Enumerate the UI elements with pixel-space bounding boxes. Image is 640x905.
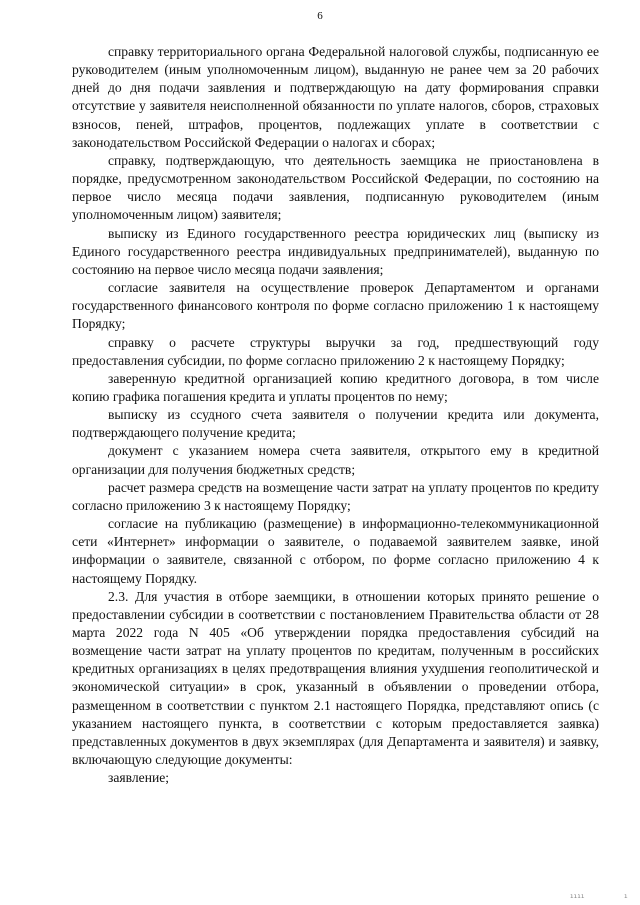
paragraph-activity-certificate: справку, подтверждающую, что деятельность заемщика не приостановлена в порядке, предусмотренном законодательством Российской Федерации, по состоянию на первое число месяца подачи заявления, подписанную руководителем (иным уполномоченным лицом) заявителя; <box>72 152 599 223</box>
scan-mark: ıııı <box>570 893 585 900</box>
paragraph-revenue-structure: справку о расчете структуры выручки за год, предшествующий году предоставления субсидии, по форме согласно приложению 2 к настоящему Порядку; <box>72 334 599 368</box>
document-body <box>72 43 599 787</box>
paragraph-inspection-consent: согласие заявителя на осуществление проверок Департаментом и органами государственного финансового контроля по форме согласно приложению 1 к настоящему Порядку; <box>72 280 599 332</box>
paragraph-account-number-document: документ с указанием номера счета заявителя, открытого ему в кредитной организации для получения бюджетных средств; <box>72 443 599 477</box>
paragraph-interest-calculation: расчет размера средств на возмещение части затрат на уплату процентов по кредиту согласно приложению 3 к настоящему Порядку; <box>72 479 599 513</box>
paragraph-loan-account-extract: выписку из ссудного счета заявителя о получении кредита или документа, подтверждающего получение кредита; <box>72 407 599 441</box>
paragraph-credit-agreement-copy: заверенную кредитной организацией копию кредитного договора, в том числе копию графика погашения кредита и уплаты процентов по нему; <box>72 370 599 404</box>
paragraph-application: заявление; <box>108 770 170 786</box>
paragraph-section-2-3: 2.3. Для участия в отборе заемщики, в отношении которых принято решение о предоставлении субсидии в соответствии с постановлением Правительства области от 28 марта 2022 года N 405 «Об утверждении порядка предоставления субсидий на возмещение части затрат на уплату процентов по кредитам, полученным в российских кредитных организациях в целях предотвращения влияния ухудшения геополитической и экономической ситуации» в срок, указанный в объявлении о проведении отбора, размещенном в соответствии с пунктом 2.1 настоящего Порядка, представляют опись (с указанием настоящего пункта, в соответствии с которым предоставляется заявка) представленных документов в двух экземплярах (для Департамента и заявителя) и заявку, включающую следующие документы: <box>72 588 599 768</box>
scan-mark: ı <box>624 893 628 900</box>
page-number: 6 <box>317 10 323 22</box>
paragraph-publication-consent: согласие на публикацию (размещение) в информационно-телекоммуникационной сети «Интернет» информации о заявителе, о подаваемой заявителем заявке, иной информации о заявителе, связанной с отбором, по форме согласно приложению 4 к настоящему Порядку. <box>72 516 599 586</box>
paragraph-tax-certificate: справку территориального органа Федеральной налоговой службы, подписанную ее руководителем (иным уполномоченным лицом), выданную не ранее чем за 20 рабочих дней до дня подачи заявления и подтверждающую на дату формирования справки отсутствие у заявителя неисполненной обязанности по уплате налогов, сборов, страховых взносов, пеней, штрафов, процентов, подлежащих уплате в соответствии с законодательством Российской Федерации о налогах и сборах; <box>72 44 599 150</box>
paragraph-registry-extract: выписку из Единого государственного реестра юридических лиц (выписку из Единого государственного реестра индивидуальных предпринимателей), выданную по состоянию на первое число месяца подачи заявления; <box>72 225 599 277</box>
